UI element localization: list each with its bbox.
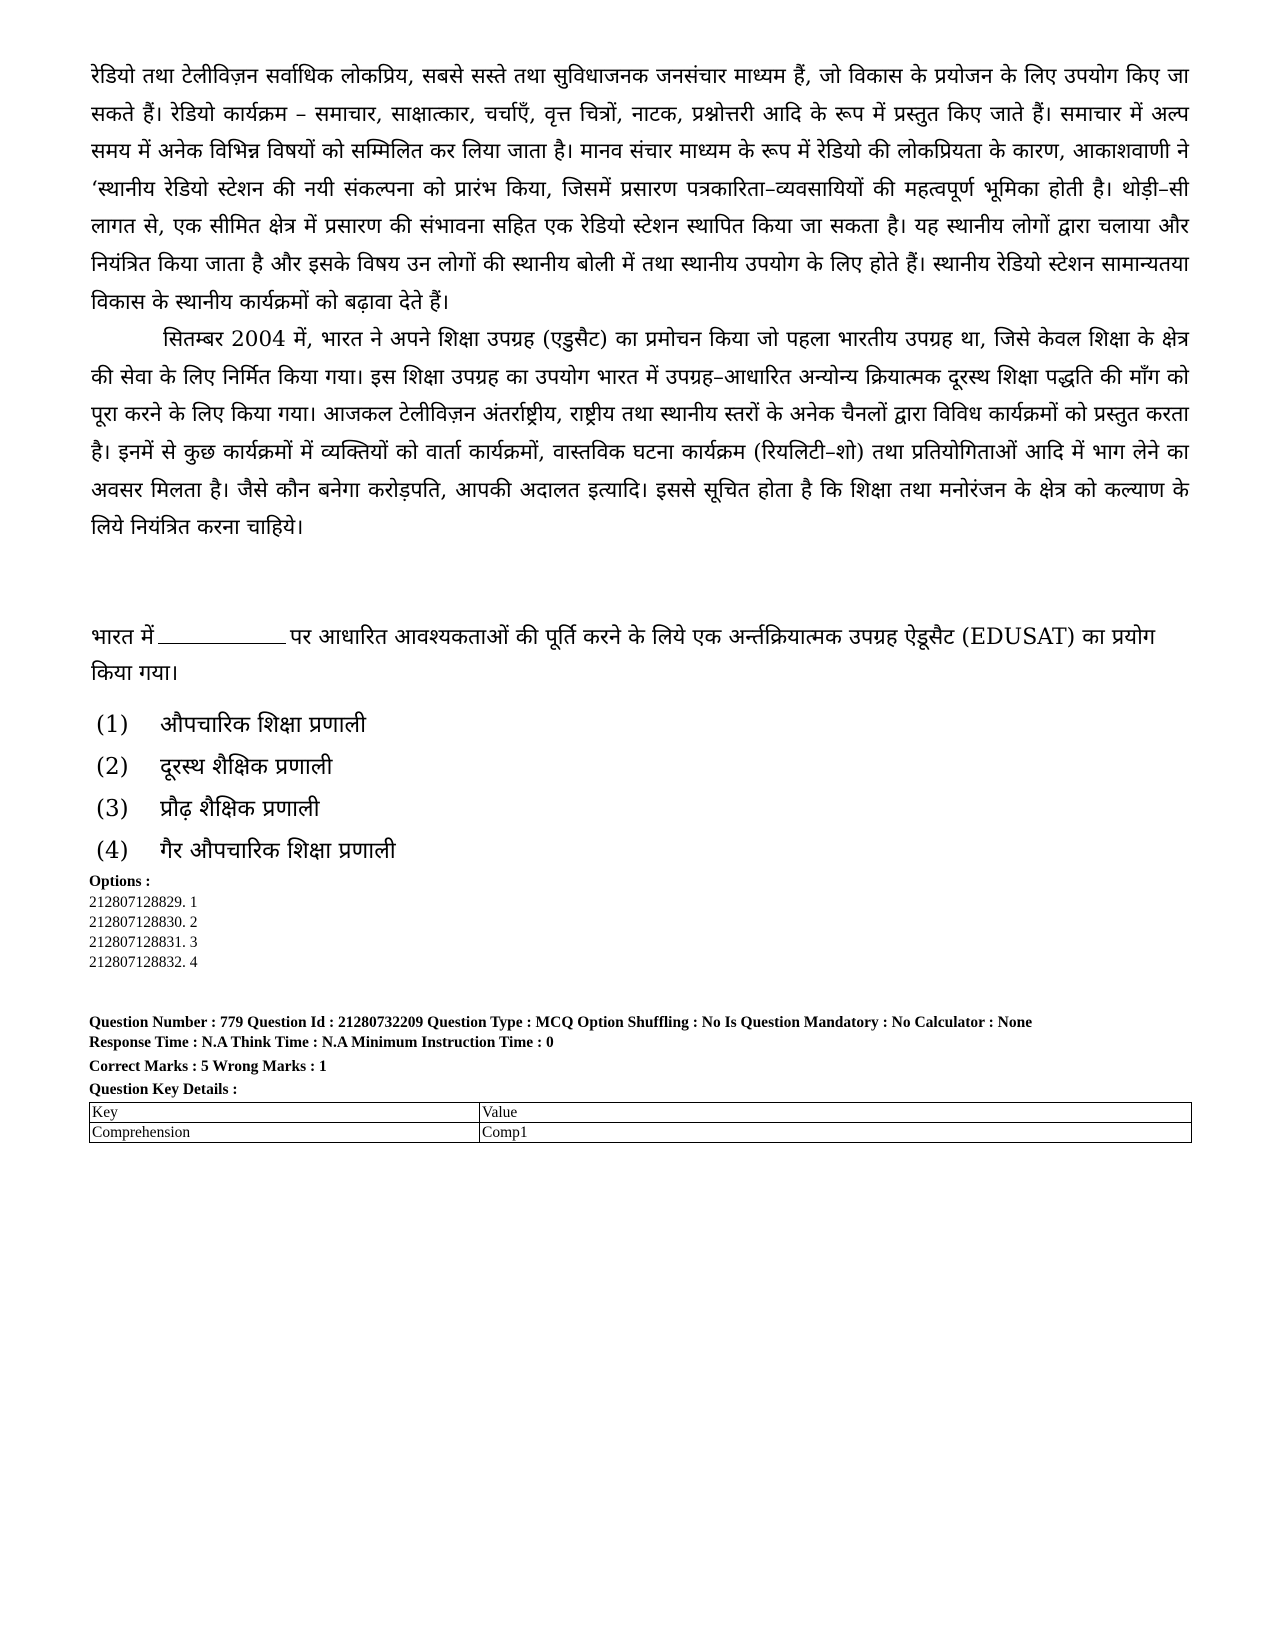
table-header-key: Key — [90, 1103, 480, 1123]
marks-line: Correct Marks : 5 Wrong Marks : 1 — [89, 1058, 327, 1075]
choice-number: (2) — [96, 754, 129, 780]
key-details-table — [89, 1102, 1192, 1143]
question-stem — [91, 620, 1189, 692]
option-id: 212807128832. 4 — [89, 954, 198, 971]
question-info-line: Question Number : 779 Question Id : 21280732209 Question Type : MCQ Option Shuffling : No Is Question Mandatory : No Calculator : None — [89, 1014, 1033, 1031]
table-row — [90, 1123, 1192, 1143]
choice-item — [96, 704, 396, 746]
fill-in-blank — [158, 625, 286, 644]
table-cell-key: Comprehension — [90, 1123, 480, 1143]
question-timing-line: Response Time : N.A Think Time : N.A Minimum Instruction Time : 0 — [89, 1034, 554, 1051]
choice-number: (4) — [96, 838, 129, 864]
choice-number: (3) — [96, 796, 129, 822]
passage-paragraph-2: सितम्बर 2004 में, भारत ने अपने शिक्षा उपग्रह (एडुसैट) का प्रमोचन किया जो पहला भारतीय उपग्रह था, जिसे केवल शिक्षा के क्षेत्र की सेवा के लिए निर्मित किया गया। इस शिक्षा उपग्रह का उपयोग भारत में उपग्रह–आधारित अन्योन्य क्रियात्मक दूरस्थ शिक्षा पद्धति की माँग को पूरा करने के लिए किया गया। आजकल टेलीविज़न अंतर्राष्ट्रीय, राष्ट्रीय तथा स्थानीय स्तरों के अनेक चैनलों द्वारा विविध कार्यक्रमों को प्रस्तुत करता है। इनमें से कुछ कार्यक्रमों में व्यक्तियों को वार्ता कार्यक्रमों, वास्तविक घटना कार्यक्रम (रियलिटी–शो) तथा प्रतियोगिताओं आदि में भाग लेने का अवसर मिलता है। जैसे कौन बनेगा करोड़पति, आपकी अदालत इत्यादि। इससे सूचित होता है कि शिक्षा तथा मनोरंजन के क्षेत्र को कल्याण के लिये नियंत्रित करना चाहिये। — [91, 327, 1189, 541]
choice-text: प्रौढ़ शैक्षिक प्रणाली — [160, 796, 320, 822]
choice-item — [96, 746, 396, 788]
choice-text: दूरस्थ शैक्षिक प्रणाली — [160, 754, 333, 780]
choice-item — [96, 830, 396, 872]
answer-choices — [96, 704, 396, 872]
choice-item — [96, 788, 396, 830]
choice-number: (1) — [96, 712, 129, 738]
option-id: 212807128830. 2 — [89, 914, 198, 931]
question-suffix: पर आधारित आवश्यकताओं की पूर्ति करने के लिये एक अर्न्तक्रियात्मक उपग्रह ऐडूसैट (EDUSAT) का प्रयोग किया गया। — [91, 625, 1156, 686]
question-prefix: भारत में — [91, 625, 154, 650]
table-cell-value: Comp1 — [480, 1123, 1192, 1143]
question-metadata — [89, 872, 1199, 1143]
table-header-row — [90, 1103, 1192, 1123]
comprehension-passage — [91, 58, 1189, 547]
option-id: 212807128829. 1 — [89, 894, 198, 911]
option-id: 212807128831. 3 — [89, 934, 198, 951]
table-header-value: Value — [480, 1103, 1192, 1123]
options-heading: Options : — [89, 873, 151, 890]
choice-text: औपचारिक शिक्षा प्रणाली — [160, 712, 367, 738]
choice-text: गैर औपचारिक शिक्षा प्रणाली — [160, 838, 396, 864]
passage-paragraph-1: रेडियो तथा टेलीविज़न सर्वाधिक लोकप्रिय, सबसे सस्ते तथा सुविधाजनक जनसंचार माध्यम हैं, जो विकास के प्रयोजन के लिए उपयोग किए जा सकते हैं। रेडियो कार्यक्रम – समाचार, साक्षात्कार, चर्चाएँ, वृत्त चित्रों, नाटक, प्रश्नोत्तरी आदि के रूप में प्रस्तुत किए जाते हैं। समाचार में अल्प समय में अनेक विभिन्न विषयों को सम्मिलित कर लिया जाता है। मानव संचार माध्यम के रूप में रेडियो की लोकप्रियता के कारण, आकाशवाणी ने ‘स्थानीय रेडियो स्टेशन की नयी संकल्पना को प्रारंभ किया, जिसमें प्रसारण पत्रकारिता–व्यवसायियों की महत्वपूर्ण भूमिका होती है। थोड़ी–सी लागत से, एक सीमित क्षेत्र में प्रसारण की संभावना सहित एक रेडियो स्टेशन स्थापित किया जा सकता है। यह स्थानीय लोगों द्वारा चलाया और नियंत्रित किया जाता है और इसके विषय उन लोगों की स्थानीय बोली में तथा स्थानीय उपयोग के लिए होते हैं। स्थानीय रेडियो स्टेशन सामान्यतया विकास के स्थानीय कार्यक्रमों को बढ़ावा देते हैं। — [91, 64, 1189, 315]
key-details-heading: Question Key Details : — [89, 1081, 238, 1098]
